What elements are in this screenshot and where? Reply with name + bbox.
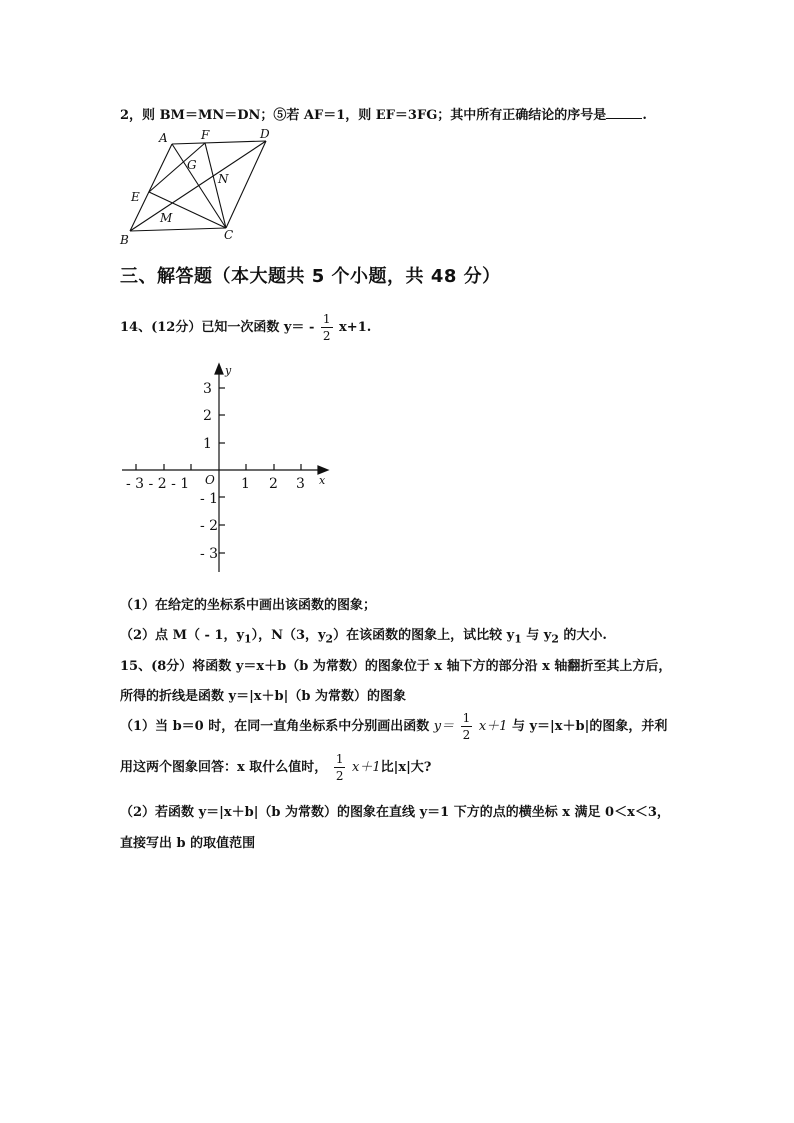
x-tick-2: 2: [269, 476, 278, 492]
question13-end: .: [642, 108, 647, 123]
label-G: G: [187, 158, 197, 172]
q14-part2-b: ），N（3，y: [251, 628, 326, 643]
q15-part2-cont: 直接写出 b 的取值范围: [120, 836, 256, 851]
q15-fraction: [461, 712, 473, 741]
q15-part1-a: （1）当 b＝0 时，在同一直角坐标系中分别画出函数: [120, 719, 430, 734]
label-E: E: [131, 190, 140, 204]
q14-part2-e: 的大小.: [558, 628, 607, 643]
x-axis-arrow: [318, 466, 328, 474]
parallelogram-figure: [112, 126, 282, 252]
q15-part1: [120, 712, 667, 741]
q15-frac2-num: 1: [335, 752, 344, 766]
q14-part2-c: ）在该函数的图象上，试比较 y: [333, 628, 515, 643]
q15-part1-d: 比|x|大?: [380, 760, 432, 775]
label-D: D: [260, 127, 270, 141]
label-F: F: [201, 128, 210, 142]
x-tick-3: 3: [296, 476, 305, 492]
y-axis-label: y: [225, 364, 232, 377]
q15-frac2-den: 2: [335, 769, 344, 783]
y-axis-arrow: [215, 364, 223, 374]
q14-suffix: x+1.: [339, 320, 372, 335]
q15-part1-cont: [120, 753, 431, 782]
q15-frac-num: 1: [462, 711, 471, 725]
sub-2: 2: [325, 632, 334, 646]
q15-frac-den: 2: [462, 728, 471, 742]
label-A: A: [159, 131, 168, 145]
label-C: C: [224, 228, 234, 242]
q14-part1: （1）在给定的坐标系中画出该函数的图象；: [120, 598, 377, 613]
q14-part2-a: （2）点 M（ - 1，y: [120, 628, 245, 643]
q15-expr-2: x＋1: [351, 760, 381, 775]
q14-fraction: [321, 313, 333, 342]
side-CB: [130, 228, 226, 231]
question14-stem: [120, 313, 371, 342]
y-tick-3: 3: [203, 381, 212, 397]
q15-part1-b: 与 y＝|x＋b|的图象，并利: [511, 719, 668, 734]
side-AD: [172, 141, 266, 144]
q14-part2-d: 与 y: [521, 628, 552, 643]
q14-prefix: 14、(12分）已知一次函数 y＝ -: [120, 320, 315, 335]
coordinate-grid[interactable]: [118, 362, 338, 580]
x-tick-1: 1: [241, 476, 250, 492]
q15-part1-c: 用这两个图象回答：x 取什么值时，: [120, 760, 328, 775]
y-tick-2: 2: [203, 408, 212, 424]
q15-line2: 所得的折线是函数 y＝|x＋b|（b 为常数）的图象: [120, 689, 406, 704]
sub-1b: 1: [514, 632, 522, 646]
question13-text: 2，则 BM＝MN＝DN；⑤若 AF＝1，则 EF＝3FG；其中所有正确结论的序号是: [120, 108, 607, 123]
q15-part2: （2）若函数 y＝|x＋b|（b 为常数）的图象在直线 y＝1 下方的点的横坐标 x 满足 0＜x＜3，: [120, 805, 670, 820]
label-B: B: [120, 233, 129, 247]
sub-2b: 2: [551, 632, 559, 646]
q14-frac-den: 2: [322, 329, 331, 343]
y-tick-neg3: - 3: [200, 546, 219, 562]
segment-EF: [149, 143, 205, 192]
y-tick-neg1: - 1: [200, 491, 219, 507]
x-neg-ticks: - 3 - 2 - 1: [126, 476, 190, 492]
q14-part2: [120, 624, 607, 646]
y-tick-neg2: - 2: [200, 518, 219, 534]
q15-expr: x＋1: [478, 719, 508, 734]
y-tick-1: 1: [203, 436, 212, 452]
q15-var-y: y＝: [433, 719, 455, 734]
answer-blank[interactable]: [606, 108, 642, 119]
x-axis-label: x: [319, 474, 326, 487]
label-N: N: [218, 172, 229, 186]
question13-tail: [120, 104, 647, 123]
q15-fraction-2: [334, 753, 346, 782]
q14-frac-num: 1: [322, 312, 331, 326]
section-heading: 三、解答题（本大题共 5 个小题，共 48 分）: [120, 266, 501, 287]
q15-line1: 15、(8分）将函数 y＝x＋b（b 为常数）的图象位于 x 轴下方的部分沿 x 轴翻折至其上方后，: [120, 659, 672, 674]
sub-1: 1: [244, 632, 252, 646]
label-M: M: [160, 211, 173, 225]
origin-label: O: [205, 473, 215, 487]
